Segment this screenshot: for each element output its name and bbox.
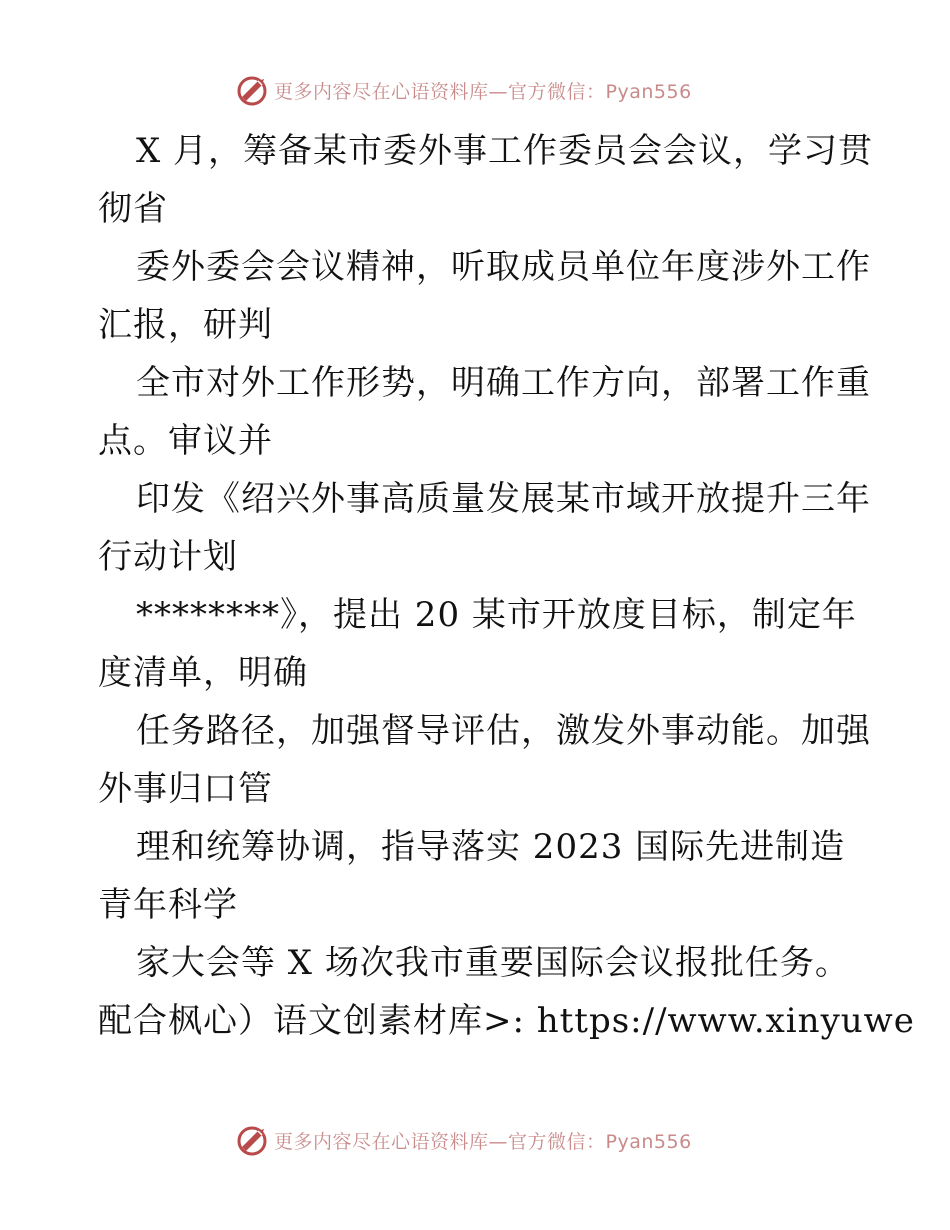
- footer-watermark: [236, 1122, 692, 1158]
- body-line: 汇报，研判: [98, 305, 273, 345]
- body-line: 配合枫心）语文创素材库>: https://www.xinyuwe: [98, 1001, 915, 1041]
- document-body: [98, 122, 915, 1050]
- body-line: X 月，筹备某市委外事工作委员会会议，学习贯: [136, 131, 874, 171]
- body-line: 家大会等 X 场次我市重要国际会议报批任务。: [136, 943, 850, 983]
- body-line: 理和统筹协调，指导落实 2023 国际先进制造: [136, 827, 846, 867]
- body-line: 委外委会会议精神，听取成员单位年度涉外工作: [136, 247, 871, 287]
- body-line: ********》，提出 20 某市开放度目标，制定年: [136, 595, 857, 635]
- body-line: 任务路径，加强督导评估，激发外事动能。加强: [136, 711, 871, 751]
- body-line: 度清单，明确: [98, 653, 308, 693]
- body-line: 行动计划: [98, 537, 238, 577]
- pen-logo-icon: [236, 1123, 270, 1157]
- body-line: 点。审议并: [98, 421, 273, 461]
- body-line: 青年科学: [98, 885, 238, 925]
- watermark-text: 更多内容尽在心语资料库—官方微信：Pyan556: [274, 80, 692, 103]
- body-line: 彻省: [98, 189, 168, 229]
- body-line: 全市对外工作形势，明确工作方向，部署工作重: [136, 363, 871, 403]
- header-watermark: [236, 72, 692, 108]
- body-line: 印发《绍兴外事高质量发展某市域开放提升三年: [136, 479, 871, 519]
- body-line: 外事归口管: [98, 769, 273, 809]
- pen-logo-icon: [236, 73, 270, 107]
- watermark-text: 更多内容尽在心语资料库—官方微信：Pyan556: [274, 1130, 692, 1153]
